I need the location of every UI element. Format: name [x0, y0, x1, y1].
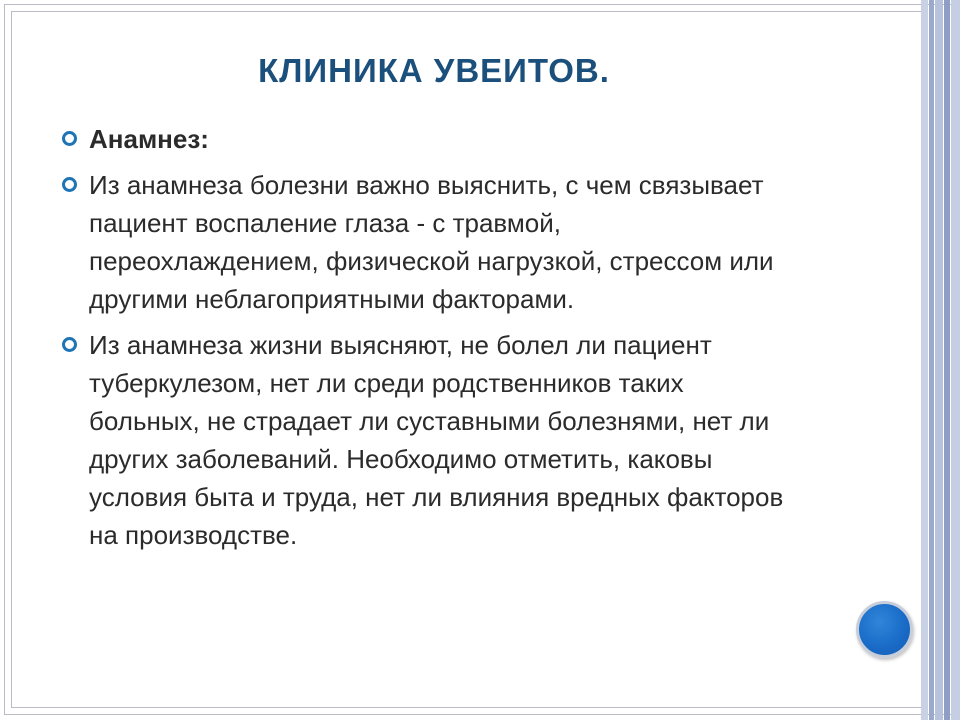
- decorative-stripe: [929, 0, 934, 720]
- blue-circle-decoration-icon: [856, 601, 913, 658]
- ring-bullet-icon: [62, 131, 77, 146]
- bullet-item-life-history: [62, 326, 792, 554]
- bullet-item-anamnesis: [62, 120, 792, 158]
- decorative-stripe: [935, 0, 943, 720]
- bullet-item-disease-history: [62, 166, 792, 318]
- decorative-stripe: [951, 0, 960, 720]
- ring-bullet-icon: [62, 177, 77, 192]
- decorative-stripe: [921, 0, 928, 720]
- decorative-stripe: [944, 0, 950, 720]
- slide-title: КЛИНИКА УВЕИТОВ.: [258, 52, 610, 89]
- bullet-text: Из анамнеза жизни выясняют, не болел ли пациент туберкулезом, нет ли среди родственников таких больных, не страдает ли суставными болезнями, нет ли других заболеваний. Необходимо отметить, каковы условия быта и труда, нет ли влияния вредных факторов на производстве.: [89, 330, 784, 550]
- ring-bullet-icon: [62, 337, 77, 352]
- bullet-text: Из анамнеза болезни важно выяснить, с чем связывает пациент воспаление глаза - с травмой, переохлаждением, физической нагрузкой, стрессом или другими неблагоприятными факторами.: [89, 170, 774, 314]
- bullet-text: Анамнез:: [89, 124, 209, 154]
- bullet-list: [62, 120, 792, 562]
